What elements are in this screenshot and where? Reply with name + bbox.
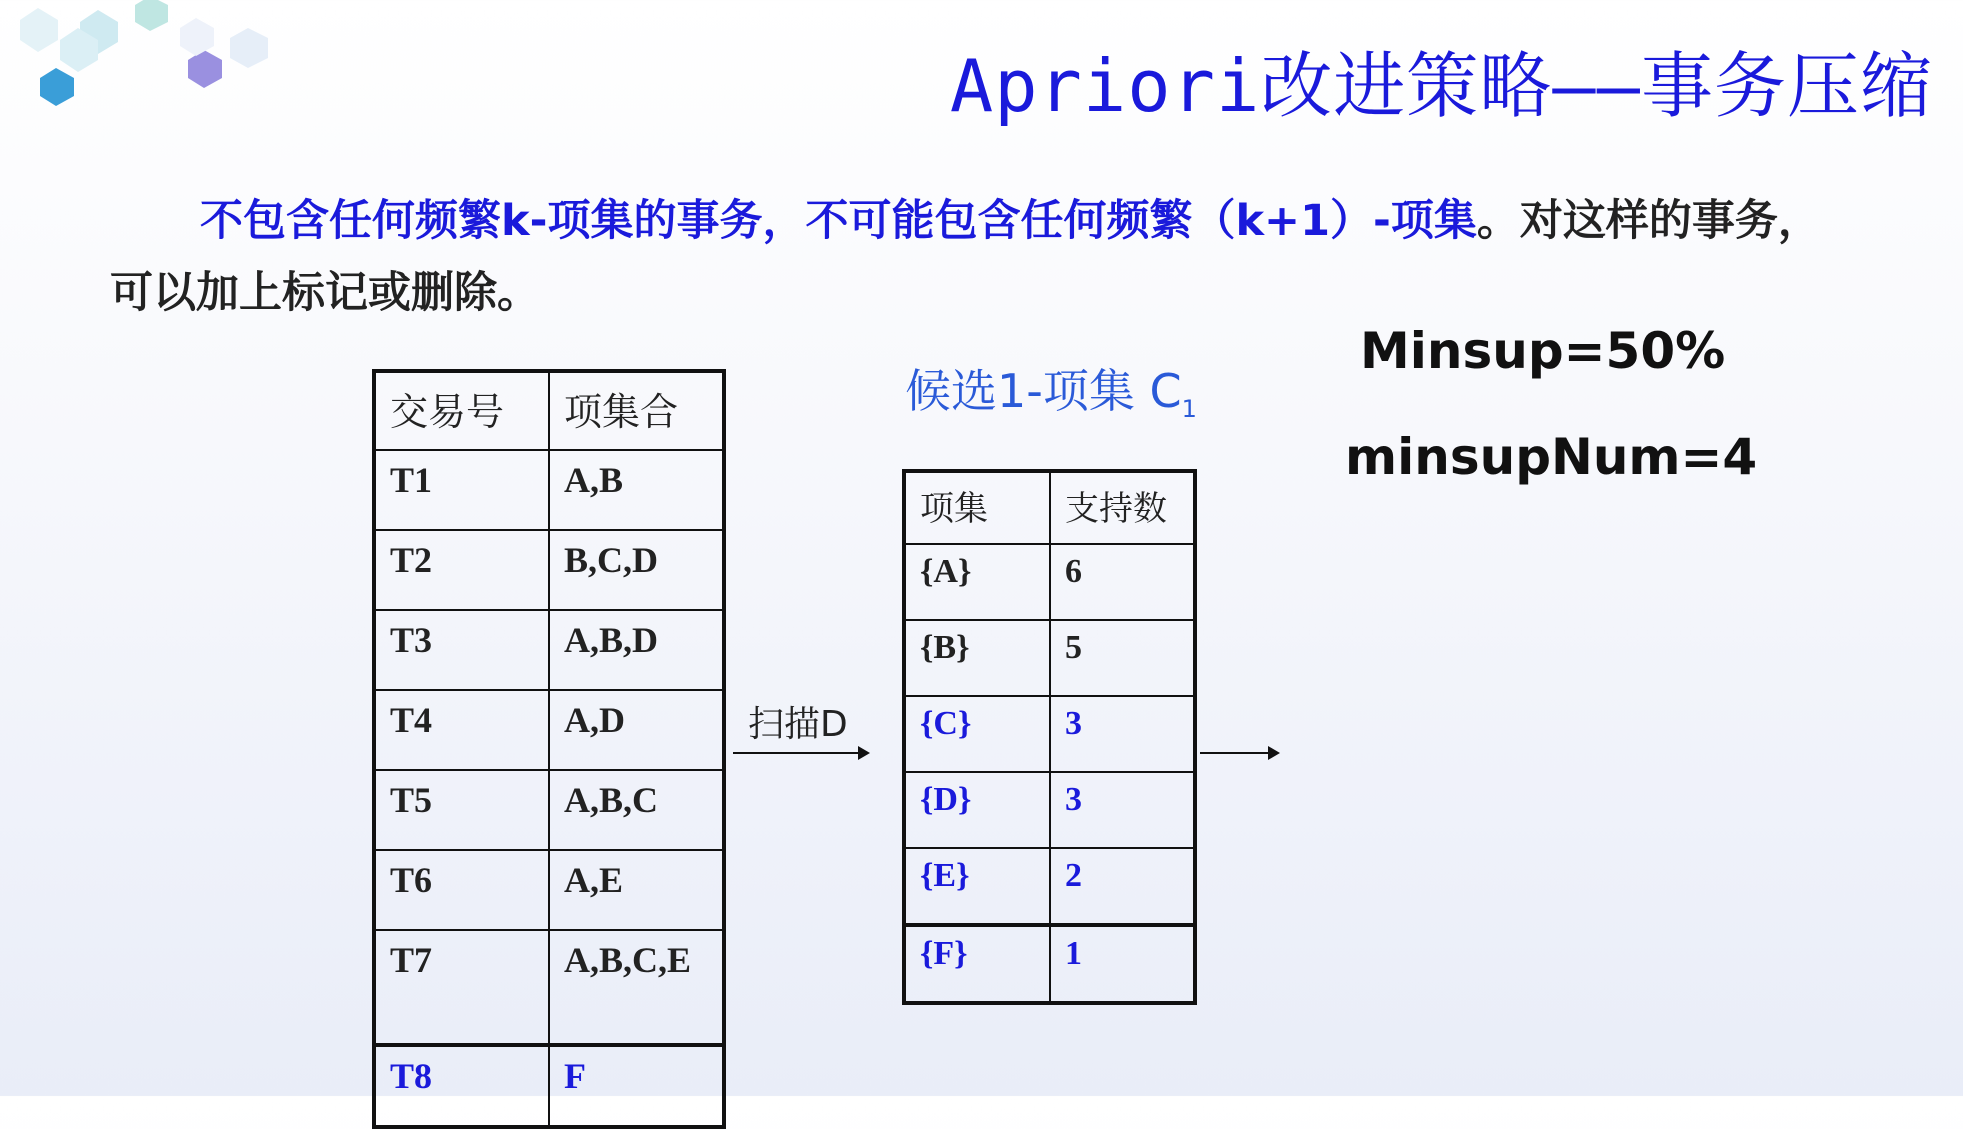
paragraph-highlight: 不包含任何频繁k-项集的事务，不可能包含任何频繁（k+1）-项集 — [200, 196, 1477, 246]
table-row — [904, 925, 1195, 1003]
table-row — [374, 530, 724, 610]
slide-title: Apriori改进策略——事务压缩 — [949, 44, 1933, 128]
scan-arrow — [733, 752, 868, 754]
candidate-set-label — [905, 355, 1197, 423]
transaction-items: B,C,D — [549, 530, 724, 610]
transaction-items: F — [549, 1045, 724, 1127]
candidate-count: 3 — [1050, 696, 1195, 772]
candidate-item: {F} — [904, 925, 1050, 1003]
table-row — [904, 696, 1195, 772]
candidate-count: 3 — [1050, 772, 1195, 848]
header-transaction-id: 交易号 — [374, 371, 549, 450]
transaction-id: T1 — [374, 450, 549, 530]
header-itemset: 项集合 — [549, 371, 724, 450]
candidate-item: {B} — [904, 620, 1050, 696]
result-arrow — [1200, 752, 1278, 754]
minsup-num-label: minsupNum=4 — [1345, 428, 1758, 486]
candidate-table — [902, 469, 1197, 1005]
description-paragraph — [110, 185, 1830, 329]
scan-label: 扫描D — [748, 704, 848, 745]
transaction-table — [372, 369, 726, 1129]
transaction-id: T6 — [374, 850, 549, 930]
candidate-count: 1 — [1050, 925, 1195, 1003]
table-header-row — [374, 371, 724, 450]
transaction-id: T7 — [374, 930, 549, 1045]
table-row — [374, 930, 724, 1045]
table-row — [904, 848, 1195, 925]
transaction-id: T2 — [374, 530, 549, 610]
candidate-item: {E} — [904, 848, 1050, 925]
hexagon-decoration — [0, 0, 300, 120]
transaction-items: A,B,C,E — [549, 930, 724, 1045]
transaction-id: T4 — [374, 690, 549, 770]
candidate-set-text: 候选1-项集 C — [905, 364, 1182, 418]
table-row — [374, 850, 724, 930]
transaction-items: A,B,D — [549, 610, 724, 690]
table-row — [904, 620, 1195, 696]
transaction-items: A,B — [549, 450, 724, 530]
table-row — [374, 610, 724, 690]
table-header-row — [904, 471, 1195, 544]
table-row — [904, 772, 1195, 848]
table-row — [374, 450, 724, 530]
candidate-item: {D} — [904, 772, 1050, 848]
transaction-id: T8 — [374, 1045, 549, 1127]
candidate-item: {A} — [904, 544, 1050, 620]
transaction-id: T3 — [374, 610, 549, 690]
transaction-id: T5 — [374, 770, 549, 850]
candidate-count: 5 — [1050, 620, 1195, 696]
table-row — [374, 1045, 724, 1127]
paragraph-rest: 。对这样的事务，可以加上标记或删除。 — [110, 196, 1821, 318]
table-row — [374, 770, 724, 850]
minsup-label: Minsup=50% — [1360, 322, 1726, 380]
header-itemset: 项集 — [904, 471, 1050, 544]
table-row — [374, 690, 724, 770]
transaction-items: A,E — [549, 850, 724, 930]
candidate-count: 2 — [1050, 848, 1195, 925]
candidate-set-subscript: 1 — [1181, 395, 1197, 424]
transaction-items: A,B,C — [549, 770, 724, 850]
header-support-count: 支持数 — [1050, 471, 1195, 544]
candidate-item: {C} — [904, 696, 1050, 772]
transaction-items: A,D — [549, 690, 724, 770]
candidate-count: 6 — [1050, 544, 1195, 620]
table-row — [904, 544, 1195, 620]
